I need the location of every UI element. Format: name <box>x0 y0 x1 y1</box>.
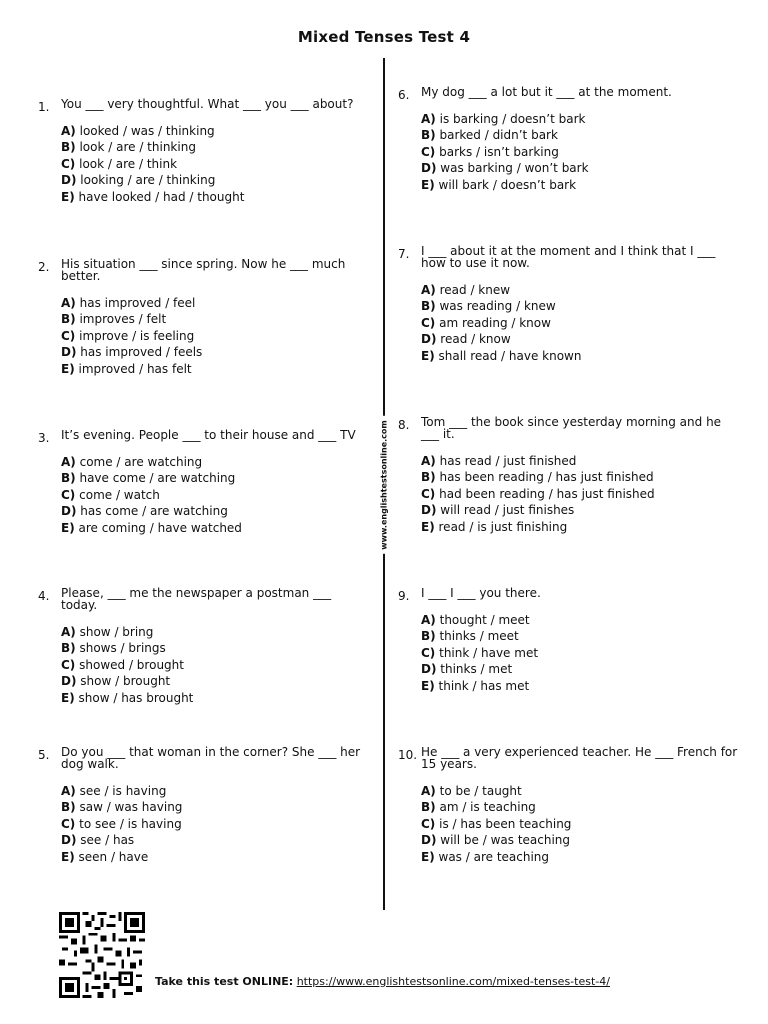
option-d[interactable]: D) has improved / feels <box>61 345 203 360</box>
question-number: 5. <box>38 748 50 762</box>
option-c[interactable]: C) is / has been teaching <box>421 816 572 831</box>
option-b[interactable]: B) look / are / thinking <box>61 140 196 155</box>
option-d[interactable]: D) see / has <box>61 833 135 848</box>
question-stem: Please, ___ me the newspaper a postman ___ today. <box>61 586 332 612</box>
option-d[interactable]: D) thinks / met <box>421 662 513 677</box>
option-e[interactable]: E) have looked / had / thought <box>61 189 245 204</box>
option-e[interactable]: E) seen / have <box>61 849 149 864</box>
question-7 <box>398 244 739 364</box>
question-number: 8. <box>398 418 410 432</box>
options-list <box>61 123 361 205</box>
option-e[interactable]: E) read / is just finishing <box>421 519 568 534</box>
option-c[interactable]: C) had been reading / has just finished <box>421 486 655 501</box>
option-b[interactable]: B) saw / was having <box>61 800 183 815</box>
option-e[interactable]: E) show / has brought <box>61 690 194 705</box>
question-stem: His situation ___ since spring. Now he ___ much better. <box>61 257 346 283</box>
question-stem: It’s evening. People ___ to their house and ___ TV <box>61 428 356 442</box>
question-number: 2. <box>38 260 50 274</box>
option-a[interactable]: A) is barking / doesn’t bark <box>421 112 586 126</box>
options-list <box>421 282 739 364</box>
question-number: 3. <box>38 431 50 445</box>
option-c[interactable]: C) showed / brought <box>61 657 184 672</box>
footer-label: Take this test ONLINE: <box>155 975 294 988</box>
footer <box>58 912 738 1002</box>
option-b[interactable]: B) am / is teaching <box>421 800 536 815</box>
option-a[interactable]: A) come / are watching <box>61 455 203 469</box>
option-a[interactable]: A) to be / taught <box>421 784 522 798</box>
footer-online-link <box>155 975 610 988</box>
option-d[interactable]: D) read / know <box>421 332 511 347</box>
option-d[interactable]: D) has come / are watching <box>61 504 228 519</box>
option-b[interactable]: B) have come / are watching <box>61 471 236 486</box>
question-6 <box>398 85 731 193</box>
option-e[interactable]: E) are coming / have watched <box>61 520 242 535</box>
options-list <box>421 453 739 535</box>
question-stem: Tom ___ the book since yesterday morning and he ___ it. <box>421 415 722 441</box>
question-stem: I ___ about it at the moment and I think that I ___ how to use it now. <box>421 244 716 270</box>
question-number: 4. <box>38 589 50 603</box>
option-d[interactable]: D) looking / are / thinking <box>61 173 216 188</box>
option-c[interactable]: C) barks / isn’t barking <box>421 144 559 159</box>
option-b[interactable]: B) barked / didn’t bark <box>421 128 558 143</box>
option-d[interactable]: D) will read / just finishes <box>421 503 575 518</box>
option-b[interactable]: B) improves / felt <box>61 312 167 327</box>
question-10 <box>398 745 739 865</box>
question-8 <box>398 415 739 535</box>
vertical-site-text: www.englishtestsonline.com <box>378 416 391 554</box>
option-c[interactable]: C) look / are / think <box>61 156 178 171</box>
question-stem: I ___ I ___ you there. <box>421 586 541 600</box>
option-c[interactable]: C) think / have met <box>421 645 539 660</box>
option-a[interactable]: A) read / knew <box>421 283 511 297</box>
options-list <box>421 111 731 193</box>
options-list <box>421 612 731 694</box>
option-e[interactable]: E) improved / has felt <box>61 361 192 376</box>
question-5 <box>38 745 361 865</box>
option-b[interactable]: B) shows / brings <box>61 641 166 656</box>
option-c[interactable]: C) improve / is feeling <box>61 328 195 343</box>
question-4 <box>38 586 371 706</box>
option-b[interactable]: B) has been reading / has just finished <box>421 470 654 485</box>
option-d[interactable]: D) will be / was teaching <box>421 833 571 848</box>
option-a[interactable]: A) see / is having <box>61 784 167 798</box>
option-a[interactable]: A) thought / meet <box>421 613 530 627</box>
question-number: 9. <box>398 589 410 603</box>
options-list <box>61 783 361 865</box>
option-c[interactable]: C) come / watch <box>61 487 160 502</box>
option-b[interactable]: B) was reading / knew <box>421 299 556 314</box>
question-9 <box>398 586 731 694</box>
question-stem: Do you ___ that woman in the corner? She ___ her dog walk. <box>61 745 361 771</box>
question-number: 7. <box>398 247 410 261</box>
option-d[interactable]: D) show / brought <box>61 674 171 689</box>
option-a[interactable]: A) has read / just finished <box>421 454 577 468</box>
options-list <box>61 624 371 706</box>
option-e[interactable]: E) shall read / have known <box>421 348 582 363</box>
option-a[interactable]: A) has improved / feel <box>61 296 196 310</box>
option-b[interactable]: B) thinks / meet <box>421 629 519 644</box>
test-url-link[interactable]: https://www.englishtestsonline.com/mixed-tenses-test-4/ <box>296 975 610 988</box>
option-e[interactable]: E) think / has met <box>421 678 530 693</box>
option-e[interactable]: E) was / are teaching <box>421 849 550 864</box>
options-list <box>61 454 361 536</box>
options-list <box>61 295 361 377</box>
question-3 <box>38 428 361 536</box>
page-title: Mixed Tenses Test 4 <box>297 28 471 46</box>
options-list <box>421 783 739 865</box>
option-a[interactable]: A) looked / was / thinking <box>61 124 215 138</box>
question-stem: He ___ a very experienced teacher. He ___ French for 15 years. <box>421 745 738 771</box>
option-c[interactable]: C) am reading / know <box>421 315 551 330</box>
question-2 <box>38 257 361 377</box>
question-number: 10. <box>398 748 418 762</box>
option-c[interactable]: C) to see / is having <box>61 816 182 831</box>
qr-code-icon[interactable] <box>58 912 146 998</box>
option-d[interactable]: D) was barking / won’t bark <box>421 161 589 176</box>
option-a[interactable]: A) show / bring <box>61 625 154 639</box>
question-stem: You ___ very thoughtful. What ___ you ___ about? <box>61 97 354 111</box>
question-number: 1. <box>38 100 50 114</box>
option-e[interactable]: E) will bark / doesn’t bark <box>421 177 577 192</box>
question-1 <box>38 97 361 205</box>
question-number: 6. <box>398 88 410 102</box>
question-stem: My dog ___ a lot but it ___ at the moment. <box>421 85 672 99</box>
